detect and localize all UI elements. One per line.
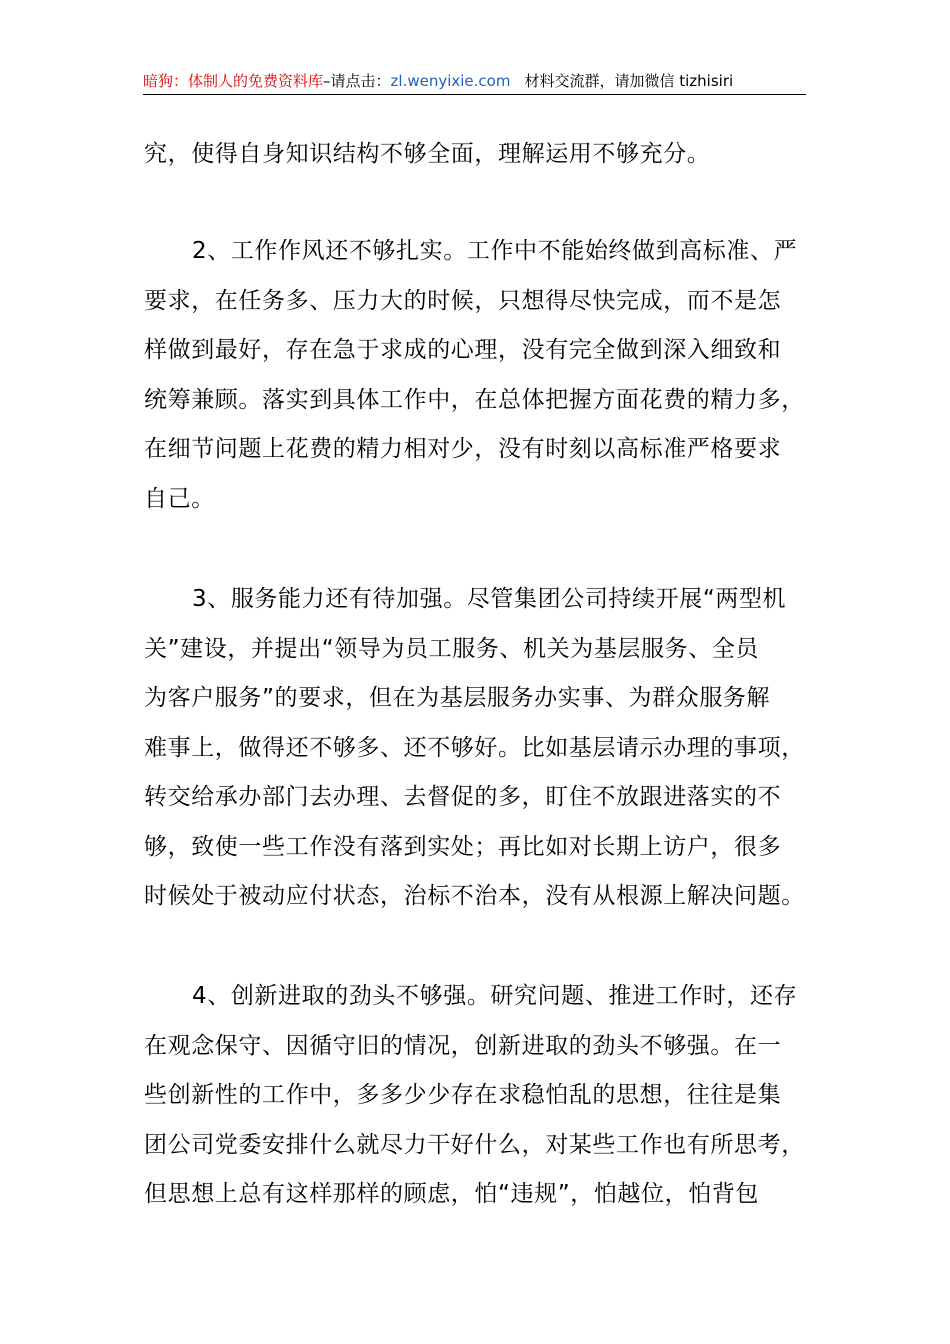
paragraph-item-4: [144, 972, 814, 1220]
text-line: 难事上，做得还不够多、还不够好。比如基层请示办理的事项，: [144, 734, 805, 761]
text-line: 但思想上总有这样那样的顾虑，怕“违规”，怕越位，怕背包: [144, 1181, 760, 1207]
text-line: 4、创新进取的劲头不够强。研究问题、推进工作时，还存: [192, 983, 798, 1009]
paragraph-item-2: [144, 227, 814, 524]
text-line: 样做到最好，存在急于求成的心理，没有完全做到深入细致和: [144, 337, 782, 363]
text-line: 转交给承办部门去办理、去督促的多，盯住不放跟进落实的不: [144, 784, 782, 810]
paragraph-item-3: [144, 575, 814, 922]
text-line: 团公司党委安排什么就尽力干好什么，对某些工作也有所思考，: [144, 1131, 805, 1158]
page-header: [143, 70, 806, 95]
text-line: 3、服务能力还有待加强。尽管集团公司持续开展“两型机: [192, 586, 787, 612]
text-line: 在观念保守、因循守旧的情况，创新进取的劲头不够强。在一: [144, 1032, 782, 1059]
text-line: 2、工作作风还不够扎实。工作中不能始终做到高标准、严: [192, 238, 798, 264]
text-line: 够，致使一些工作没有落到实处；再比如对长期上访户，很多: [144, 833, 782, 860]
header-link[interactable]: zl.wenyixie.com: [390, 72, 511, 90]
text-line: 要求，在任务多、压力大的时候，只想得尽快完成，而不是怎: [144, 287, 782, 314]
text-line: 时候处于被动应付状态，治标不治本，没有从根源上解决问题。: [144, 883, 805, 909]
text-line: 统筹兼顾。落实到具体工作中，在总体把握方面花费的精力多，: [144, 386, 805, 413]
header-prompt: –请点击：: [323, 72, 391, 90]
text-line: 为客户服务”的要求，但在为基层服务办实事、为群众服务解: [144, 685, 771, 711]
header-brand: 暗狗：体制人的免费资料库: [143, 72, 324, 90]
header-wechat: 材料交流群，请加微信 tizhisiri: [524, 72, 734, 90]
paragraph-continuation: [144, 130, 814, 180]
text-line: 究，使得自身知识结构不够全面，理解运用不够充分。: [144, 141, 711, 167]
text-line: 关”建设，并提出“领导为员工服务、机关为基层服务、全员: [144, 635, 760, 662]
text-line: 些创新性的工作中，多多少少存在求稳怕乱的思想，往往是集: [144, 1082, 782, 1108]
text-line: 自己。: [144, 485, 215, 512]
text-line: 在细节问题上花费的精力相对少，没有时刻以高标准严格要求: [144, 436, 782, 462]
